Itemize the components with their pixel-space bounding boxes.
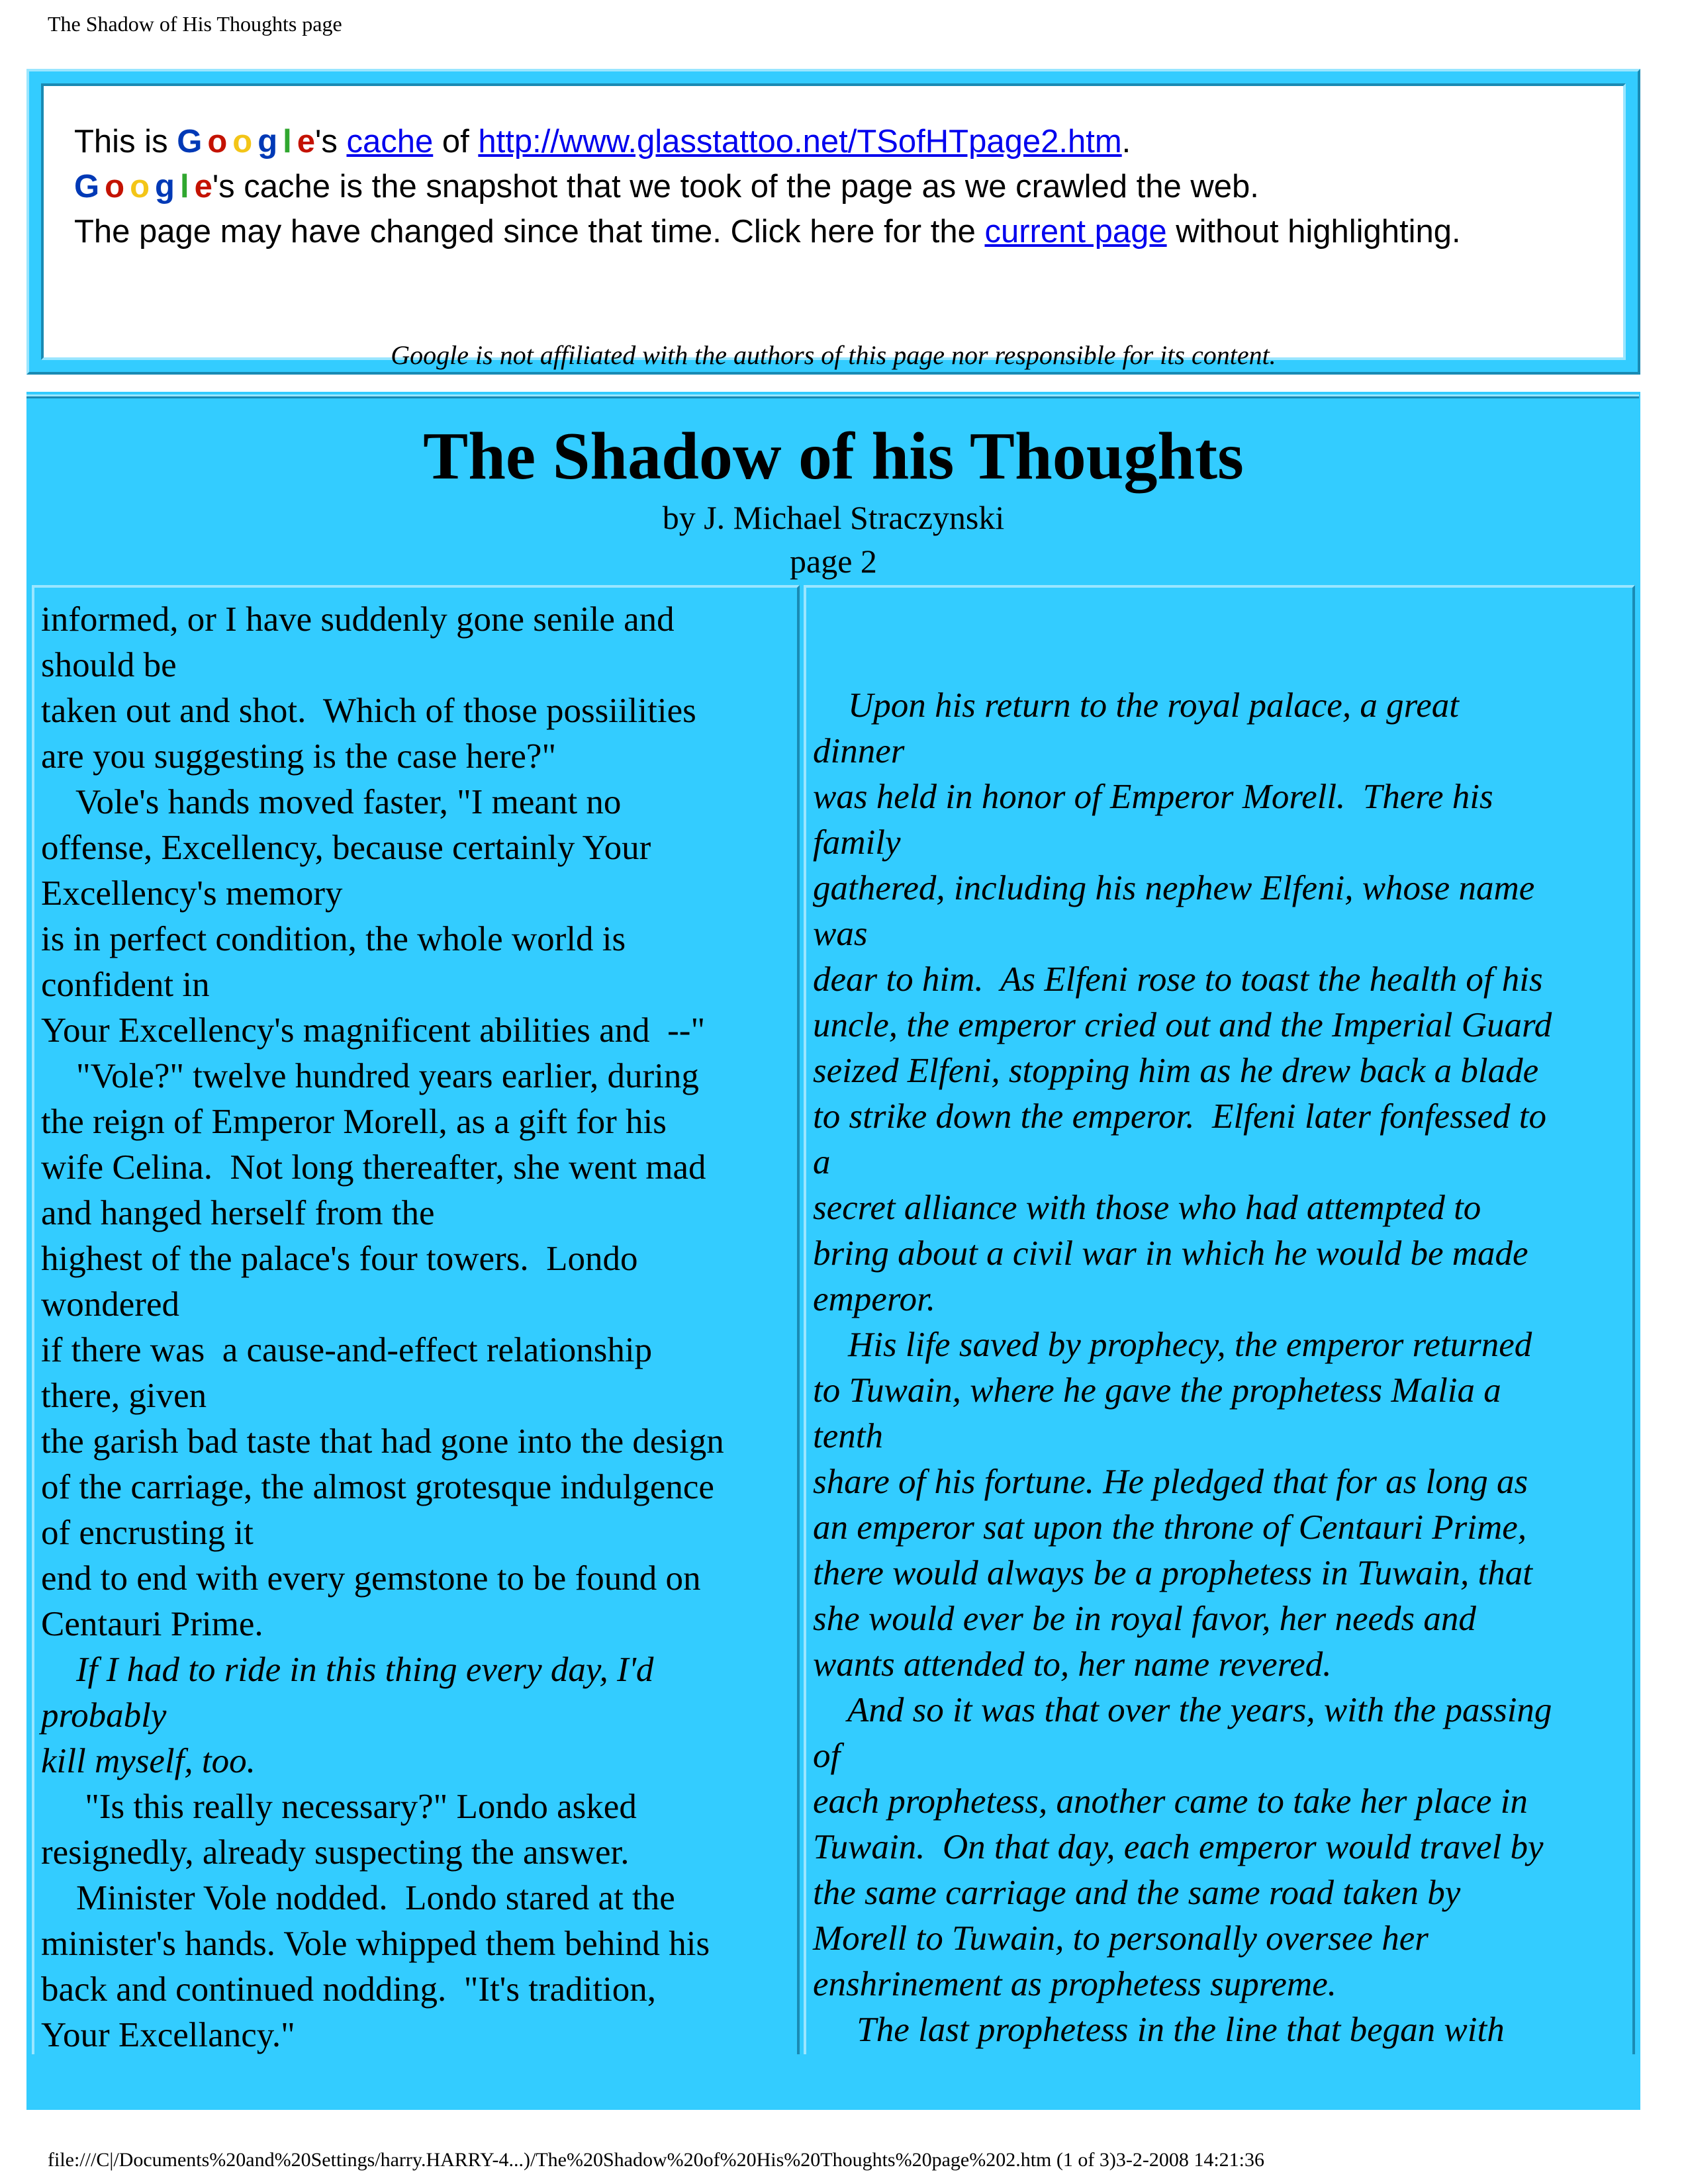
text-line: enshrinement as prophetess supreme.	[813, 1965, 1336, 2003]
text-line: the garish bad taste that had gone into the design	[41, 1422, 724, 1461]
google-cache-banner	[26, 69, 1640, 375]
text-line: of	[813, 1737, 841, 1775]
text-line: Excellency's memory	[41, 874, 343, 913]
text-line: dinner	[813, 732, 905, 770]
banner-line-3-suffix: without highlighting.	[1166, 214, 1461, 250]
left-column-text	[41, 597, 790, 2054]
banner-prefix-text: This is	[74, 124, 177, 159]
banner-line-3-prefix: The page may have changed since that time. Click here for the	[74, 214, 985, 250]
banner-of-text: of	[433, 124, 479, 159]
google-cache-banner-inner	[41, 83, 1626, 370]
article-title: The Shadow of his Thoughts	[423, 419, 1244, 494]
text-line: "Is this really necessary?" Londo asked	[41, 1788, 637, 1826]
banner-text	[74, 119, 1461, 254]
text-line: back and continued nodding. "It's tradition,	[41, 1970, 657, 2009]
text-line: uncle, the emperor cried out and the Imperial Guard	[813, 1006, 1552, 1044]
text-line: Your Excellancy."	[41, 2016, 295, 2054]
current-page-link[interactable]: current page	[984, 214, 1167, 250]
text-line: emperor.	[813, 1280, 935, 1318]
banner-line-2	[74, 164, 1461, 209]
banner-line-2-text: 's cache is the snapshot that we took of the page as we crawled the web.	[212, 169, 1259, 205]
text-line: Your Excellency's magnificent abilities and --"	[41, 1011, 706, 1050]
google-wordmark-2	[74, 169, 212, 205]
source-url-link[interactable]: http://www.glasstattoo.net/TSofHTpage2.htm	[478, 124, 1122, 159]
text-line: resignedly, already suspecting the answer.	[41, 1833, 630, 1872]
text-line: she would ever be in royal favor, her needs and	[813, 1600, 1476, 1638]
text-line: was	[813, 915, 868, 953]
text-line: each prophetess, another came to take her place in	[813, 1782, 1528, 1821]
text-line: if there was a cause-and-effect relationship	[41, 1331, 653, 1369]
text-line: there, given	[41, 1377, 207, 1415]
banner-possessive: 's	[315, 124, 347, 159]
text-line: dear to him. As Elfeni rose to toast the health of his	[813, 960, 1543, 999]
text-line: "Vole?" twelve hundred years earlier, during	[41, 1057, 699, 1095]
text-line: is in perfect condition, the whole world is	[41, 920, 626, 958]
text-line: Minister Vole nodded. Londo stared at the	[41, 1879, 675, 1917]
text-line: there would always be a prophetess in Tuwain, that	[813, 1554, 1532, 1592]
google-wordmark	[177, 124, 315, 159]
right-text-column	[804, 585, 1635, 2054]
text-line: family	[813, 823, 901, 862]
text-line: and hanged herself from the	[41, 1194, 435, 1232]
banner-line-3	[74, 209, 1461, 254]
text-line: probably	[41, 1696, 167, 1735]
text-line: wants attended to, her name revered.	[813, 1645, 1332, 1684]
google-letter-e: e	[297, 124, 316, 159]
text-line: Vole's hands moved faster, "I meant no	[41, 783, 622, 821]
banner-line-1	[74, 119, 1461, 164]
page-label: page 2	[790, 543, 877, 580]
google-letter-o1: o	[207, 124, 233, 159]
google-letter-g: G	[74, 169, 105, 205]
text-line: are you suggesting is the case here?"	[41, 737, 557, 776]
horizontal-rule	[26, 394, 1639, 398]
text-line: the reign of Emperor Morell, as a gift for his	[41, 1103, 667, 1141]
text-line: was held in honor of Emperor Morell. There his	[813, 778, 1493, 816]
google-letter-l: l	[179, 169, 195, 205]
text-line: to strike down the emperor. Elfeni later fonfessed to	[813, 1097, 1546, 1136]
banner-disclaimer: Google is not affiliated with the authors of this page nor responsible for its content.	[391, 340, 1276, 370]
banner-period: .	[1121, 124, 1131, 159]
text-line: of encrusting it	[41, 1514, 254, 1552]
text-line: the same carriage and the same road taken by	[813, 1874, 1461, 1912]
text-line: of the carriage, the almost grotesque indulgence	[41, 1468, 714, 1506]
text-line: Morell to Tuwain, to personally oversee her	[813, 1919, 1429, 1958]
text-line: confident in	[41, 966, 210, 1004]
text-line: kill myself, too.	[41, 1742, 256, 1780]
right-column-text	[813, 683, 1626, 2053]
text-line: wife Celina. Not long thereafter, she went mad	[41, 1148, 706, 1187]
text-line: offense, Excellency, because certainly Your	[41, 829, 651, 867]
text-line: Upon his return to the royal palace, a great	[813, 686, 1459, 725]
text-line: bring about a civil war in which he would be made	[813, 1234, 1528, 1273]
text-line: Tuwain. On that day, each emperor would travel by	[813, 1828, 1544, 1866]
text-line: an emperor sat upon the throne of Centauri Prime,	[813, 1508, 1527, 1547]
cache-link[interactable]: cache	[346, 124, 434, 159]
text-line: secret alliance with those who had attempted to	[813, 1189, 1481, 1227]
text-line: And so it was that over the years, with the passing	[813, 1691, 1552, 1729]
print-header-title: The Shadow of His Thoughts page	[48, 12, 342, 36]
google-letter-g2: g	[155, 169, 180, 205]
google-letter-o2: o	[232, 124, 258, 159]
left-text-column	[32, 585, 800, 2054]
text-line: wondered	[41, 1285, 179, 1324]
text-line: end to end with every gemstone to be found on	[41, 1559, 701, 1598]
text-line: share of his fortune. He pledged that for as long as	[813, 1463, 1528, 1501]
text-line: minister's hands. Vole whipped them behind his	[41, 1925, 710, 1963]
text-line: highest of the palace's four towers. Londo	[41, 1240, 638, 1278]
google-letter-l: l	[283, 124, 297, 159]
text-line: taken out and shot. Which of those possiilities	[41, 692, 696, 730]
text-line: should be	[41, 646, 177, 684]
text-line: a	[813, 1143, 831, 1181]
text-line: seized Elfeni, stopping him as he drew back a blade	[813, 1052, 1539, 1090]
text-line: informed, or I have suddenly gone senile and	[41, 600, 675, 639]
google-letter-o1: o	[105, 169, 130, 205]
text-line: The last prophetess in the line that began with	[813, 2011, 1505, 2049]
google-letter-g2: g	[258, 124, 283, 159]
print-footer-path: file:///C|/Documents%20and%20Settings/harry.HARRY-4...)/The%20Shadow%20of%20His%20Thoughts%20page%202.htm (1 of 3)3-2-2008 14:21:36	[48, 2149, 1264, 2171]
text-line: Centauri Prime.	[41, 1605, 263, 1643]
text-line: to Tuwain, where he gave the prophetess Malia a	[813, 1371, 1501, 1410]
google-letter-g: G	[177, 124, 208, 159]
text-line: tenth	[813, 1417, 883, 1455]
text-line: If I had to ride in this thing every day, I'd	[41, 1651, 654, 1689]
text-line: His life saved by prophecy, the emperor returned	[813, 1326, 1532, 1364]
google-letter-o2: o	[130, 169, 155, 205]
google-letter-e: e	[194, 169, 212, 205]
text-line: gathered, including his nephew Elfeni, whose name	[813, 869, 1535, 907]
article-byline: by J. Michael Straczynski	[662, 499, 1005, 536]
